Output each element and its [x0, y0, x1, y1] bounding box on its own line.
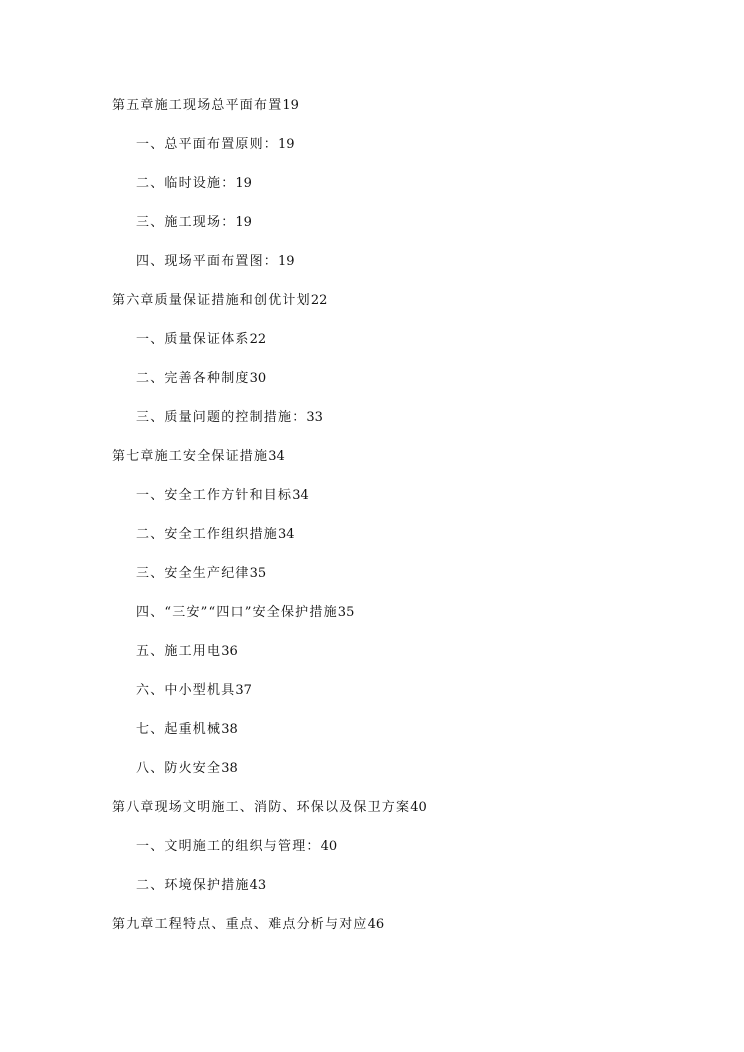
toc-section-entry[interactable] [112, 759, 712, 798]
toc-section-entry[interactable] [112, 525, 712, 564]
toc-entry-title: 一、质量保证体系 [136, 332, 250, 347]
toc-section-entry[interactable] [112, 369, 712, 408]
toc-page-number: 34 [292, 488, 309, 503]
toc-entry-title: 第九章工程特点、重点、难点分析与对应 [112, 917, 368, 932]
toc-section-entry[interactable] [112, 330, 712, 369]
toc-entry-title: 七、起重机械 [136, 722, 222, 737]
toc-section-entry[interactable] [112, 408, 712, 447]
toc-entry-title: 第七章施工安全保证措施 [112, 449, 269, 464]
toc-section-entry[interactable] [112, 681, 712, 720]
toc-page-number: 19 [278, 137, 295, 152]
toc-entry-title: 一、文明施工的组织与管理： [136, 839, 321, 854]
toc-page-number: 19 [235, 215, 252, 230]
toc-entry-title: 三、质量问题的控制措施： [136, 410, 307, 425]
toc-chapter-entry[interactable] [112, 447, 712, 486]
toc-section-entry[interactable] [112, 603, 712, 642]
toc-page-number: 33 [306, 410, 323, 425]
toc-page-number: 19 [282, 98, 299, 113]
toc-section-entry[interactable] [112, 174, 712, 213]
toc-page-number: 46 [367, 917, 385, 932]
toc-entry-title: 二、临时设施： [136, 176, 236, 191]
toc-entry-title: 二、环境保护措施 [136, 878, 250, 893]
toc-entry-title: 第六章质量保证措施和创优计划 [112, 293, 311, 308]
toc-entry-title: 第八章现场文明施工、消防、环保以及保卫方案 [112, 800, 411, 815]
toc-page-number: 37 [235, 683, 252, 698]
toc-page-number: 34 [278, 527, 295, 542]
toc-section-entry[interactable] [112, 252, 712, 291]
toc-section-entry[interactable] [112, 564, 712, 603]
toc-chapter-entry[interactable] [112, 798, 712, 837]
toc-page-number: 35 [249, 566, 267, 581]
toc-entry-title: 三、安全生产纪律 [136, 566, 250, 581]
toc-page-number: 40 [410, 800, 427, 815]
toc-entry-title: 一、安全工作方针和目标 [136, 488, 293, 503]
toc-page-number: 34 [268, 449, 285, 464]
toc-entry-title: 八、防火安全 [136, 761, 222, 776]
toc-page-number: 19 [278, 254, 295, 269]
table-of-contents [112, 96, 712, 954]
toc-page-number: 38 [221, 761, 238, 776]
toc-entry-title: 二、完善各种制度 [136, 371, 250, 386]
toc-entry-title: 四、“三安”“四口”安全保护措施 [136, 605, 338, 620]
toc-section-entry[interactable] [112, 876, 712, 915]
toc-section-entry[interactable] [112, 720, 712, 759]
toc-entry-title: 三、施工现场： [136, 215, 236, 230]
toc-chapter-entry[interactable] [112, 915, 712, 954]
toc-entry-title: 二、安全工作组织措施 [136, 527, 279, 542]
toc-entry-title: 五、施工用电 [136, 644, 222, 659]
toc-chapter-entry[interactable] [112, 291, 712, 330]
toc-page-number: 22 [310, 293, 328, 308]
toc-page-number: 35 [337, 605, 355, 620]
toc-page-number: 40 [320, 839, 338, 854]
toc-page-number: 43 [249, 878, 267, 893]
toc-page-number: 22 [249, 332, 267, 347]
toc-section-entry[interactable] [112, 486, 712, 525]
toc-section-entry[interactable] [112, 837, 712, 876]
toc-entry-title: 四、现场平面布置图： [136, 254, 279, 269]
toc-page-number: 38 [221, 722, 238, 737]
toc-section-entry[interactable] [112, 135, 712, 174]
toc-page-number: 36 [221, 644, 238, 659]
toc-chapter-entry[interactable] [112, 96, 712, 135]
toc-entry-title: 一、总平面布置原则： [136, 137, 279, 152]
toc-page-number: 30 [249, 371, 267, 386]
toc-page-number: 19 [235, 176, 252, 191]
toc-section-entry[interactable] [112, 642, 712, 681]
toc-entry-title: 第五章施工现场总平面布置 [112, 98, 283, 113]
toc-entry-title: 六、中小型机具 [136, 683, 236, 698]
toc-section-entry[interactable] [112, 213, 712, 252]
